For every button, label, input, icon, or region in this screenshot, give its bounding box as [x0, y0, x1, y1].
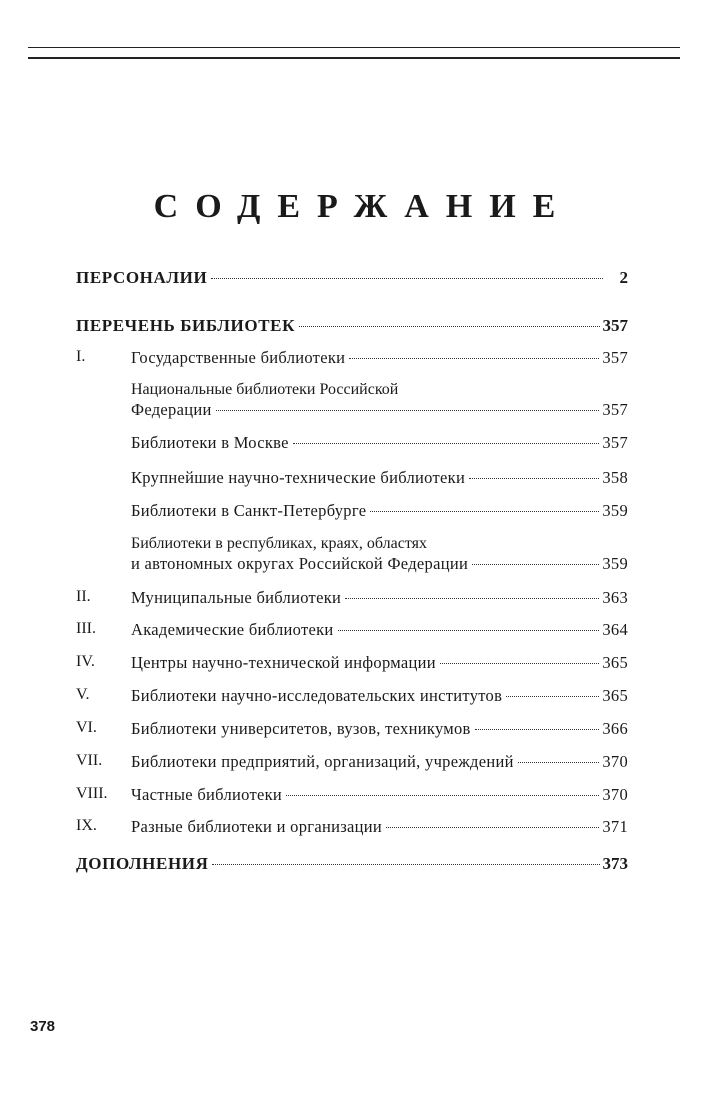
toc-page-number: 359 [602, 501, 628, 520]
toc-page-number: 370 [602, 785, 628, 804]
toc-entry-label: Библиотеки в Москве [131, 433, 289, 452]
toc-page-number: 357 [602, 316, 628, 335]
toc-entry[interactable] [131, 752, 628, 772]
toc-leader-dots [349, 358, 599, 359]
toc-page-number: 365 [602, 686, 628, 705]
toc-entry[interactable] [131, 433, 628, 453]
toc-page-number: 357 [602, 400, 628, 419]
toc-entry[interactable] [131, 817, 628, 837]
toc-entry-label: Муниципальные библиотеки [131, 588, 342, 607]
toc-leader-dots [286, 795, 599, 796]
toc-leader-dots [469, 478, 599, 479]
toc-page-number: 370 [602, 752, 628, 771]
toc-page-number: 363 [602, 588, 628, 607]
toc-page-number: 357 [602, 433, 628, 452]
toc-entry-label: Федерации [131, 400, 212, 419]
toc-leader-dots [293, 443, 600, 444]
toc-entry-label: Центры научно-технической информации [131, 653, 436, 672]
toc-entry-numeral: VI. [76, 719, 97, 736]
toc-entry-numeral: VIII. [76, 785, 108, 802]
toc-entry-numeral: III. [76, 620, 96, 637]
toc-entry-numeral: IX. [76, 817, 97, 834]
toc-entry[interactable] [131, 785, 628, 805]
toc-entry[interactable] [131, 653, 628, 673]
toc-entry[interactable] [131, 719, 628, 739]
toc-entry-label-line1: Национальные библиотеки Российской [131, 381, 399, 398]
toc-leader-dots [475, 729, 600, 730]
toc-entry-label: Библиотеки университетов, вузов, техникумов [131, 719, 471, 738]
toc-page-number: 371 [602, 817, 628, 836]
toc-entry[interactable] [131, 686, 628, 706]
toc-page-number: 357 [602, 348, 628, 367]
toc-entry[interactable] [131, 501, 628, 521]
toc-page-number: 366 [602, 719, 628, 738]
toc-entry-numeral: I. [76, 348, 86, 365]
toc-entry-numeral: V. [76, 686, 90, 703]
toc-entry[interactable] [131, 468, 628, 488]
toc-entry[interactable] [131, 348, 628, 368]
toc-section-libraries[interactable] [76, 316, 628, 336]
toc-section-label: ПЕРСОНАЛИИ [76, 268, 208, 287]
header-rule-thin [28, 47, 680, 48]
toc-page-number: 359 [602, 554, 628, 573]
toc-leader-dots [370, 511, 599, 512]
toc-entry-label: Крупнейшие научно-технические библиотеки [131, 468, 466, 487]
toc-leader-dots [506, 696, 599, 697]
toc-page-number: 2 [619, 268, 628, 287]
toc-section-label: ПЕРЕЧЕНЬ БИБЛИОТЕК [76, 316, 296, 335]
toc-leader-dots [345, 598, 599, 599]
toc-section-appendix[interactable] [76, 854, 628, 874]
toc-leader-dots [472, 564, 599, 565]
page-title: СОДЕРЖАНИЕ [153, 188, 573, 225]
toc-entry[interactable] [131, 588, 628, 608]
toc-entry-label-line1: Библиотеки в республиках, краях, областях [131, 535, 427, 552]
toc-page-number: 365 [602, 653, 628, 672]
toc-section-personalii[interactable] [76, 268, 628, 288]
toc-leader-dots [440, 663, 599, 664]
toc-page-number: 373 [602, 854, 628, 873]
toc-entry-label: Академические библиотеки [131, 620, 334, 639]
toc-entry[interactable] [131, 534, 628, 574]
toc-entry[interactable] [131, 620, 628, 640]
toc-leader-dots [216, 410, 600, 411]
toc-entry-label: Библиотеки в Санкт-Петербурге [131, 501, 367, 520]
toc-leader-dots [299, 326, 599, 327]
page-number: 378 [30, 1018, 56, 1035]
toc-leader-dots [212, 864, 599, 865]
toc-entry-label: Государственные библиотеки [131, 348, 346, 367]
toc-entry-label: Частные библиотеки [131, 785, 283, 804]
toc-page-number: 358 [602, 468, 628, 487]
toc-entry[interactable] [131, 380, 628, 420]
toc-section-label: ДОПОЛНЕНИЯ [76, 854, 209, 873]
toc-entry-label: Разные библиотеки и организации [131, 817, 383, 836]
toc-entry-label: Библиотеки предприятий, организаций, учреждений [131, 752, 514, 771]
header-rule-thick [28, 57, 680, 59]
toc-page-number: 364 [602, 620, 628, 639]
toc-entry-label: Библиотеки научно-исследовательских институтов [131, 686, 503, 705]
toc-entry-numeral: IV. [76, 653, 95, 670]
toc-entry-numeral: VII. [76, 752, 103, 769]
toc-leader-dots [386, 827, 599, 828]
toc-entry-label: и автономных округах Российской Федерации [131, 554, 469, 573]
toc-entry-numeral: II. [76, 588, 91, 605]
toc-leader-dots [338, 630, 600, 631]
toc-leader-dots [518, 762, 600, 763]
toc-leader-dots [211, 278, 603, 279]
